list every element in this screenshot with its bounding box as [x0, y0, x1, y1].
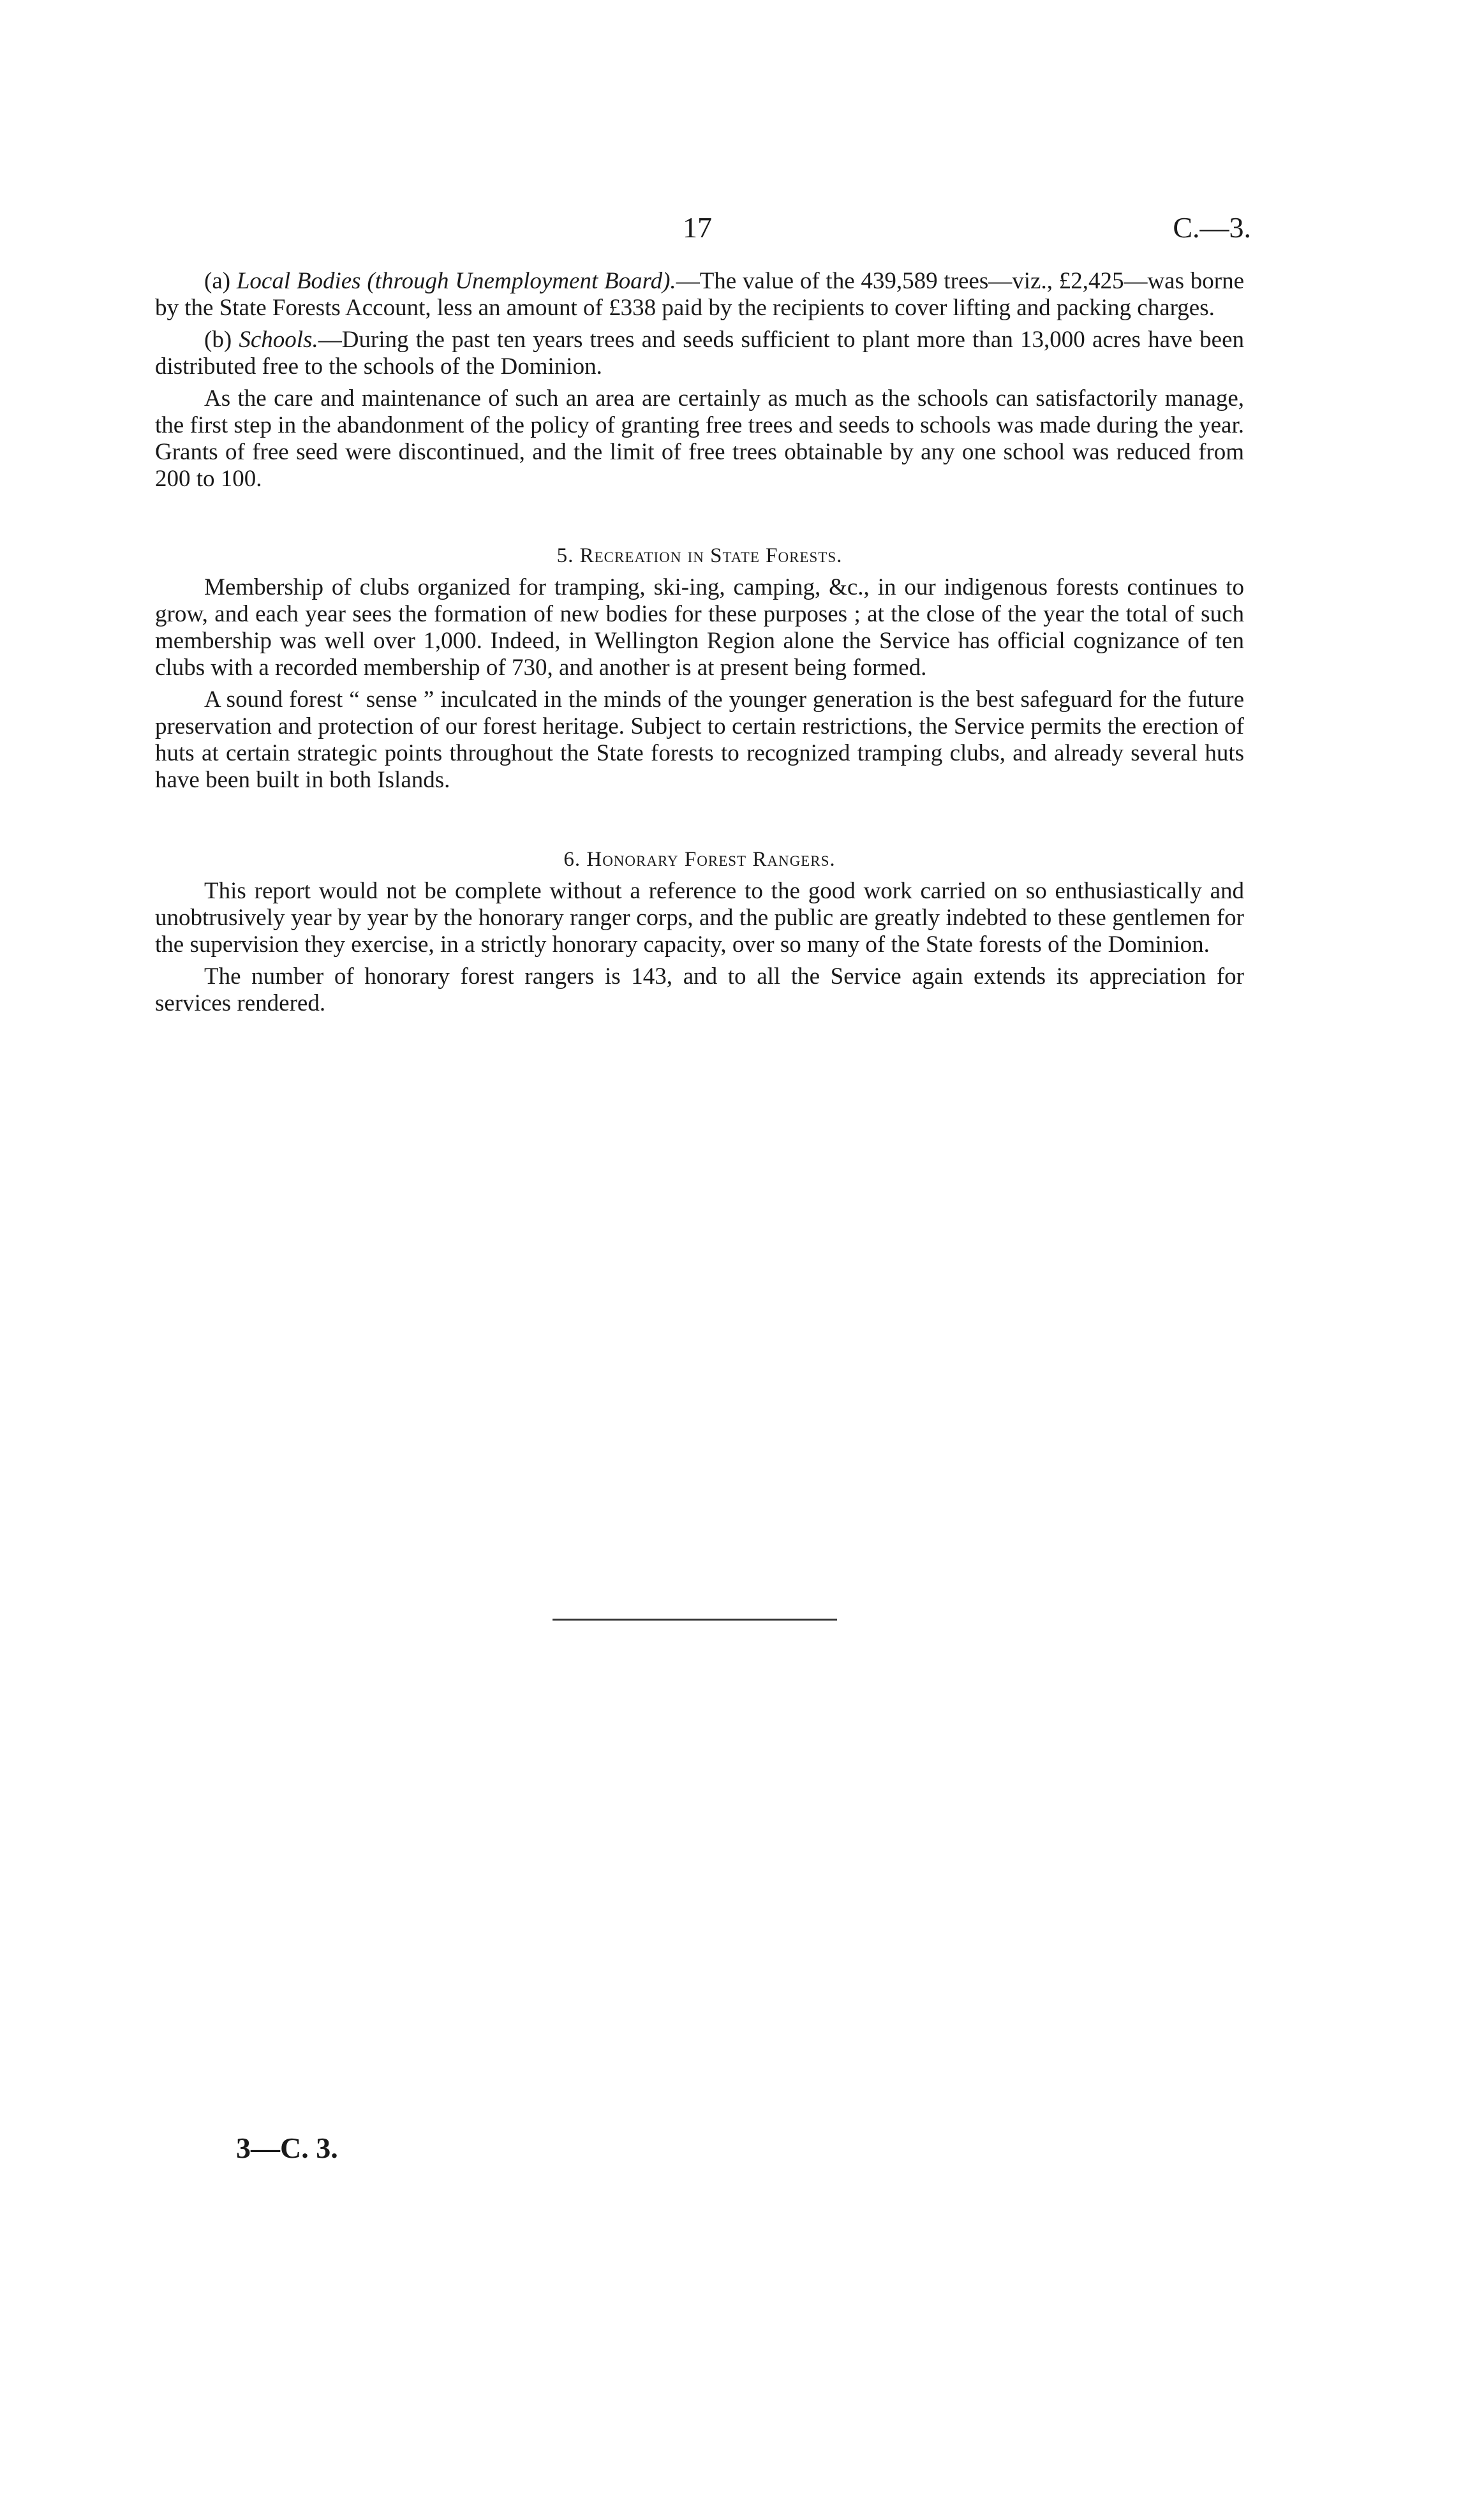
paragraph-text: —The value of the 439,589 trees—viz., £2,425—was borne by the State Forests Account, less an amount of £338 paid by the recipients to cover lifting and packing charges.: [155, 268, 1245, 321]
paragraph-label: (a): [204, 268, 231, 294]
body-text: [155, 268, 1244, 1022]
paragraph-italic-title: Local Bodies (through Unemployment Board).: [236, 268, 676, 294]
paragraph-schools: [155, 327, 1244, 380]
footer-signature: 3—C. 3.: [236, 2132, 338, 2164]
paragraph-italic-title: Schools.: [239, 327, 318, 353]
document-reference: C.—3.: [1173, 211, 1251, 244]
section-heading-rangers: 6. Honorary Forest Rangers.: [563, 848, 836, 871]
page-number: 17: [683, 211, 712, 244]
paragraph-label: (b): [204, 327, 232, 353]
divider-rule: [553, 1619, 837, 1621]
paragraph-care-maintenance: As the care and maintenance of such an area are certainly as much as the schools can satisfactorily manage, the first step in the abandonment of the policy of granting free trees and seeds to schools was made during the year. Grants of free seed were discontinued, and the limit of free trees obtainable by any one school was reduced from 200 to 100.: [155, 385, 1244, 492]
paragraph-membership: Membership of clubs organized for tramping, ski-ing, camping, &c., in our indigenous forests continues to grow, and each year sees the formation of new bodies for these purposes ; at the close of the year the total of such membership was well over 1,000. Indeed, in Wellington Region alone the Service has official cognizance of ten clubs with a recorded membership of 730, and another is at present being formed.: [155, 574, 1244, 681]
paragraph-text: —During the past ten years trees and seeds sufficient to plant more than 13,000 acres have been distributed free to the schools of the Dominion.: [155, 327, 1245, 380]
paragraph-local-bodies: [155, 268, 1244, 322]
paragraph-rangers-report: This report would not be complete without a reference to the good work carried on so enthusiastically and unobtrusively year by year by the honorary ranger corps, and the public are greatly indebted to these gentlemen for the supervision they exercise, in a strictly honorary capacity, over so many of the State forests of the Dominion.: [155, 878, 1244, 958]
paragraph-rangers-number: The number of honorary forest rangers is 143, and to all the Service again extends its appreciation for services rendered.: [155, 963, 1244, 1016]
paragraph-forest-sense: A sound forest “ sense ” inculcated in the minds of the younger generation is the best safeguard for the future preservation and protection of our forest heritage. Subject to certain restrictions, the Service permits the erection of huts at certain strategic points throughout the State forests to recognized tramping clubs, and already several huts have been built in both Islands.: [155, 687, 1244, 793]
section-heading-recreation: 5. Recreation in State Forests.: [556, 544, 843, 567]
